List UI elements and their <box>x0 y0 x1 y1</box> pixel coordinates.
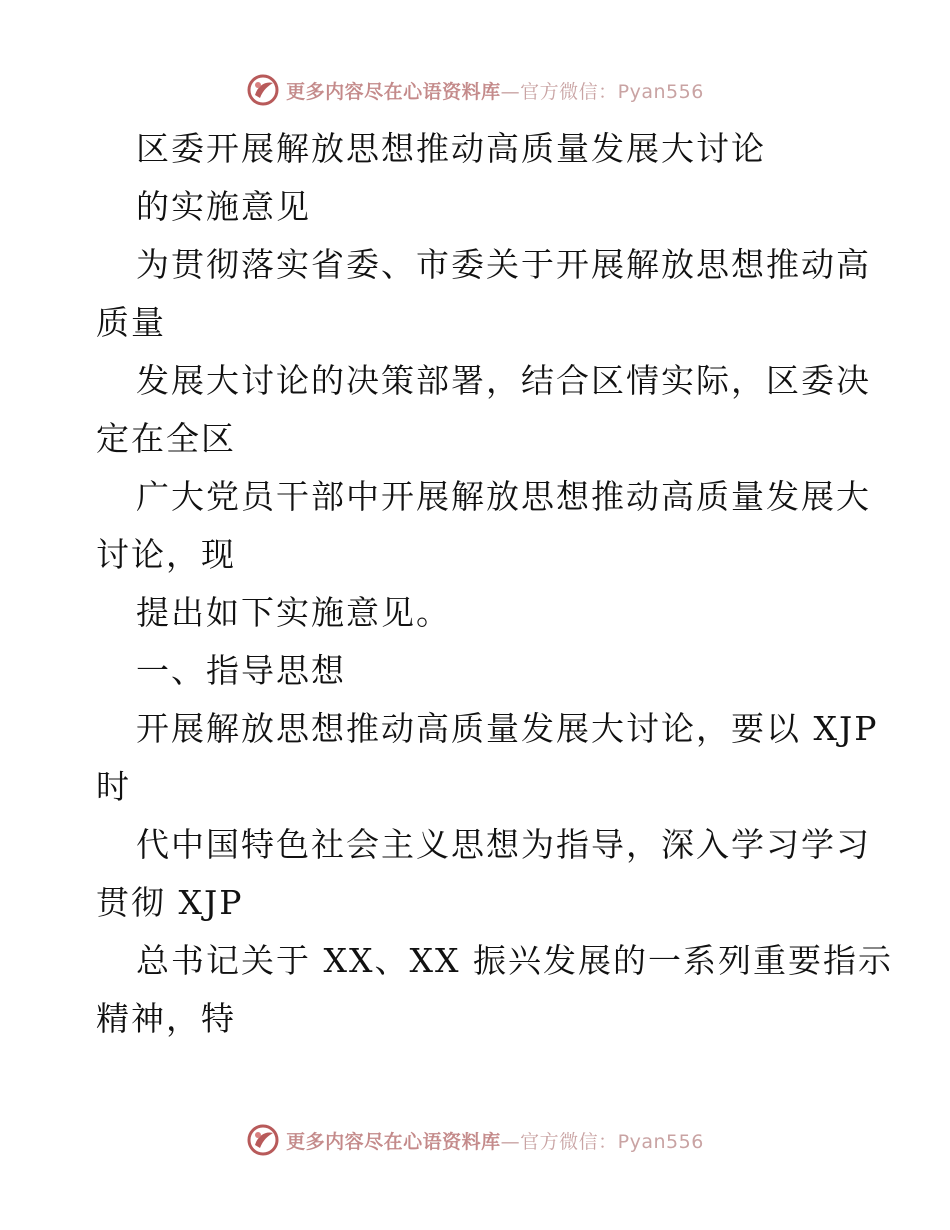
header-watermark <box>0 70 950 110</box>
watermark-text: 更多内容尽在心语资料库—官方微信：Pyan556 <box>286 80 704 103</box>
text-line: 发展大讨论的决策部署，结合区情实际，区委决 <box>136 361 871 400</box>
text-line: 一、指导思想 <box>136 651 346 690</box>
text-line: 贯彻 XJP <box>96 883 244 922</box>
text-line: 讨论，现 <box>96 535 236 574</box>
text-line: 区委开展解放思想推动高质量发展大讨论 <box>136 129 766 168</box>
document-body <box>96 120 893 1048</box>
text-line: 总书记关于 XX、XX 振兴发展的一系列重要指示 <box>136 941 893 980</box>
text-line: 时 <box>96 767 131 806</box>
text-line: 的实施意见 <box>136 187 311 226</box>
text-line: 代中国特色社会主义思想为指导，深入学习学习 <box>136 825 871 864</box>
brand-logo-icon <box>246 1123 280 1157</box>
text-line: 广大党员干部中开展解放思想推动高质量发展大 <box>136 477 871 516</box>
text-line: 开展解放思想推动高质量发展大讨论，要以 XJP <box>136 709 879 748</box>
text-line: 定在全区 <box>96 419 236 458</box>
text-line: 为贯彻落实省委、市委关于开展解放思想推动高 <box>136 245 871 284</box>
footer-watermark <box>0 1120 950 1160</box>
watermark-text: 更多内容尽在心语资料库—官方微信：Pyan556 <box>286 1130 704 1153</box>
text-line: 提出如下实施意见。 <box>136 593 451 632</box>
brand-logo-icon <box>246 73 280 107</box>
text-line: 质量 <box>96 303 166 342</box>
text-line: 精神，特 <box>96 999 236 1038</box>
